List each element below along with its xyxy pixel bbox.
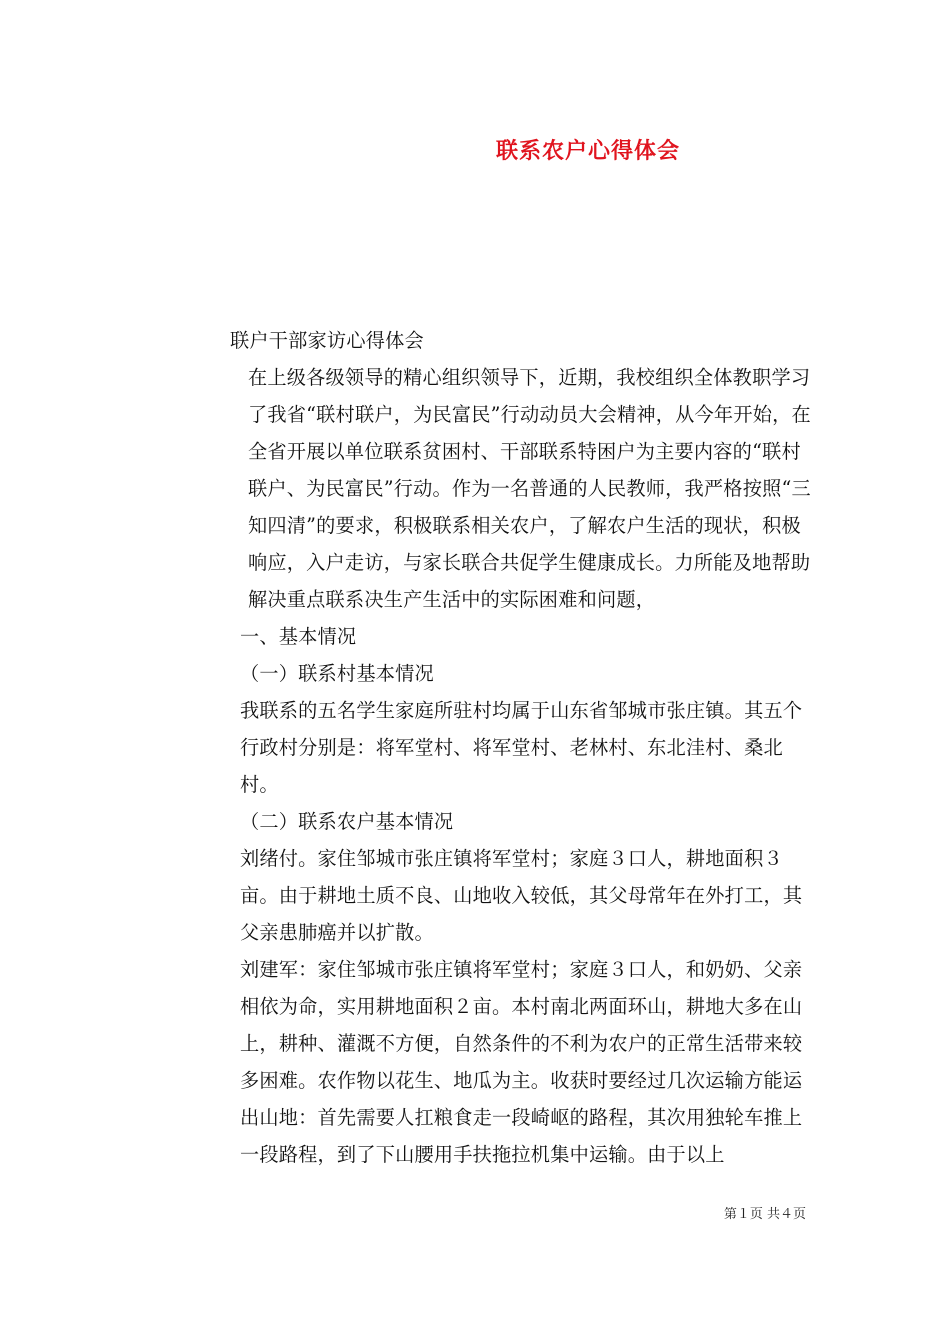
subsection-heading: （一）联系村基本情况 (240, 662, 434, 685)
household-paragraph: 刘建军：家住邹城市张庄镇将军堂村；家庭３口人，和奶奶、父亲相依为命，实用耕地面积２亩。本村南北两面环山，耕地大多在山上，耕种、灌溉不方便，自然条件的不利为农户的正常生活带来较多困难。农作物以花生、地瓜为主。收获时要经过几次运输方能运出山地：首先需要人扛粮食走一段崎岖的路程，其次用独轮车推上一段路程，到了下山腰用手扶拖拉机集中运输。由于以上 (240, 958, 803, 1166)
subsection-heading: （二）联系农户基本情况 (240, 810, 454, 833)
household-paragraph: 刘绪付。家住邹城市张庄镇将军堂村；家庭３口人，耕地面积３亩。由于耕地土质不良、山地收入较低，其父母常年在外打工，其父亲患肺癌并以扩散。 (240, 847, 803, 944)
intro-paragraph: 在上级各级领导的精心组织领导下，近期，我校组织全体教职学习了我省“联村联户，为民富民”行动动员大会精神，从今年开始，在全省开展以单位联系贫困村、干部联系特困户为主要内容的“联村联户、为民富民”行动。作为一名普通的人民教师，我严格按照“三知四清”的要求，积极联系相关农户，了解农户生活的现状，积极响应，入户走访，与家长联合共促学生健康成长。力所能及地帮助解决重点联系决生产生活中的实际困难和问题， (248, 366, 811, 611)
section-heading: 一、基本情况 (240, 625, 357, 648)
document-title: 联系农户心得体会 (495, 138, 680, 164)
subtitle-paragraph: 联户干部家访心得体会 (230, 329, 424, 352)
village-paragraph: 我联系的五名学生家庭所驻村均属于山东省邹城市张庄镇。其五个行政村分别是：将军堂村、将军堂村、老林村、东北洼村、桑北村。 (240, 699, 803, 796)
page-number: 第１页 共４页 (723, 1207, 806, 1222)
document-body (144, 322, 812, 1173)
